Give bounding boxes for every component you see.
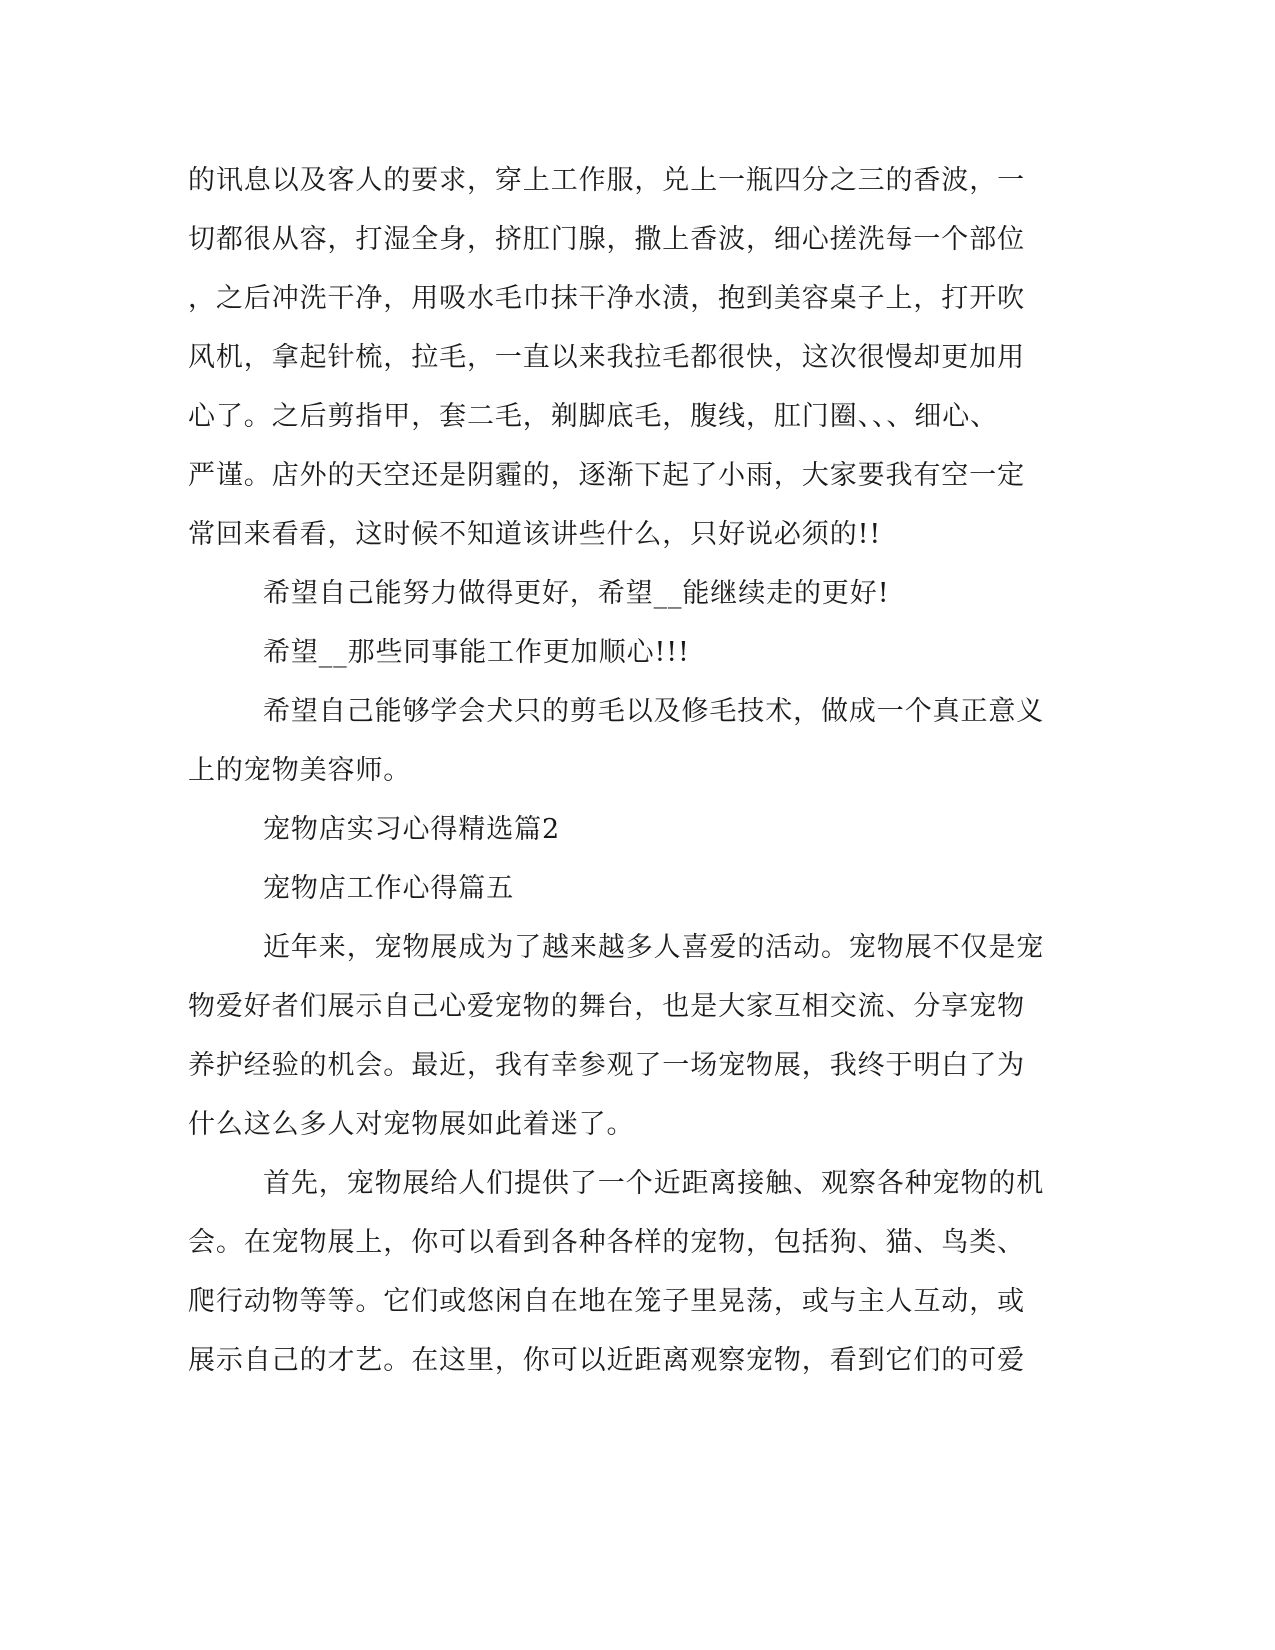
paragraph-line: 什么这么多人对宠物展如此着迷了。 [188,1109,635,1140]
paragraph-line: 希望__那些同事能工作更加顺心!!! [263,637,690,668]
paragraph-line: 的讯息以及客人的要求，穿上工作服，兑上一瓶四分之三的香波，一 [188,165,1025,196]
paragraph-line: 养护经验的机会。最近，我有幸参观了一场宠物展，我终于明白了为 [188,1050,1025,1081]
paragraph-line: 近年来，宠物展成为了越来越多人喜爱的活动。宠物展不仅是宠 [263,932,1045,963]
paragraph-line: 风机，拿起针梳，拉毛，一直以来我拉毛都很快，这次很慢却更加用 [188,342,1025,373]
section-heading: 宠物店工作心得篇五 [263,873,515,904]
paragraph-line: 心了。之后剪指甲，套二毛，剃脚底毛，腹线，肛门圈、、、细心、 [188,401,998,432]
paragraph-line: 希望自己能努力做得更好，希望__能继续走的更好! [263,578,890,609]
paragraph-line: ，之后冲洗干净，用吸水毛巾抹干净水渍，抱到美容桌子上，打开吹 [188,283,1025,314]
paragraph-line: 首先，宠物展给人们提供了一个近距离接触、观察各种宠物的机 [263,1168,1045,1199]
paragraph-line: 切都很从容，打湿全身，挤肛门腺，撒上香波，细心搓洗每一个部位 [188,224,1025,255]
paragraph-line: 常回来看看，这时候不知道该讲些什么，只好说必须的!! [188,519,882,550]
paragraph-line: 爬行动物等等。它们或悠闲自在地在笼子里晃荡，或与主人互动，或 [188,1286,1025,1317]
paragraph-line: 希望自己能够学会犬只的剪毛以及修毛技术，做成一个真正意义 [263,696,1045,727]
section-heading: 宠物店实习心得精选篇2 [263,814,561,845]
paragraph-line: 物爱好者们展示自己心爱宠物的舞台，也是大家互相交流、分享宠物 [188,991,1025,1022]
paragraph-line: 严谨。店外的天空还是阴霾的，逐渐下起了小雨，大家要我有空一定 [188,460,1025,491]
paragraph-line: 上的宠物美容师。 [188,755,412,786]
paragraph-line: 会。在宠物展上，你可以看到各种各样的宠物，包括狗、猫、鸟类、 [188,1227,1025,1258]
paragraph-line: 展示自己的才艺。在这里，你可以近距离观察宠物，看到它们的可爱 [188,1345,1025,1376]
